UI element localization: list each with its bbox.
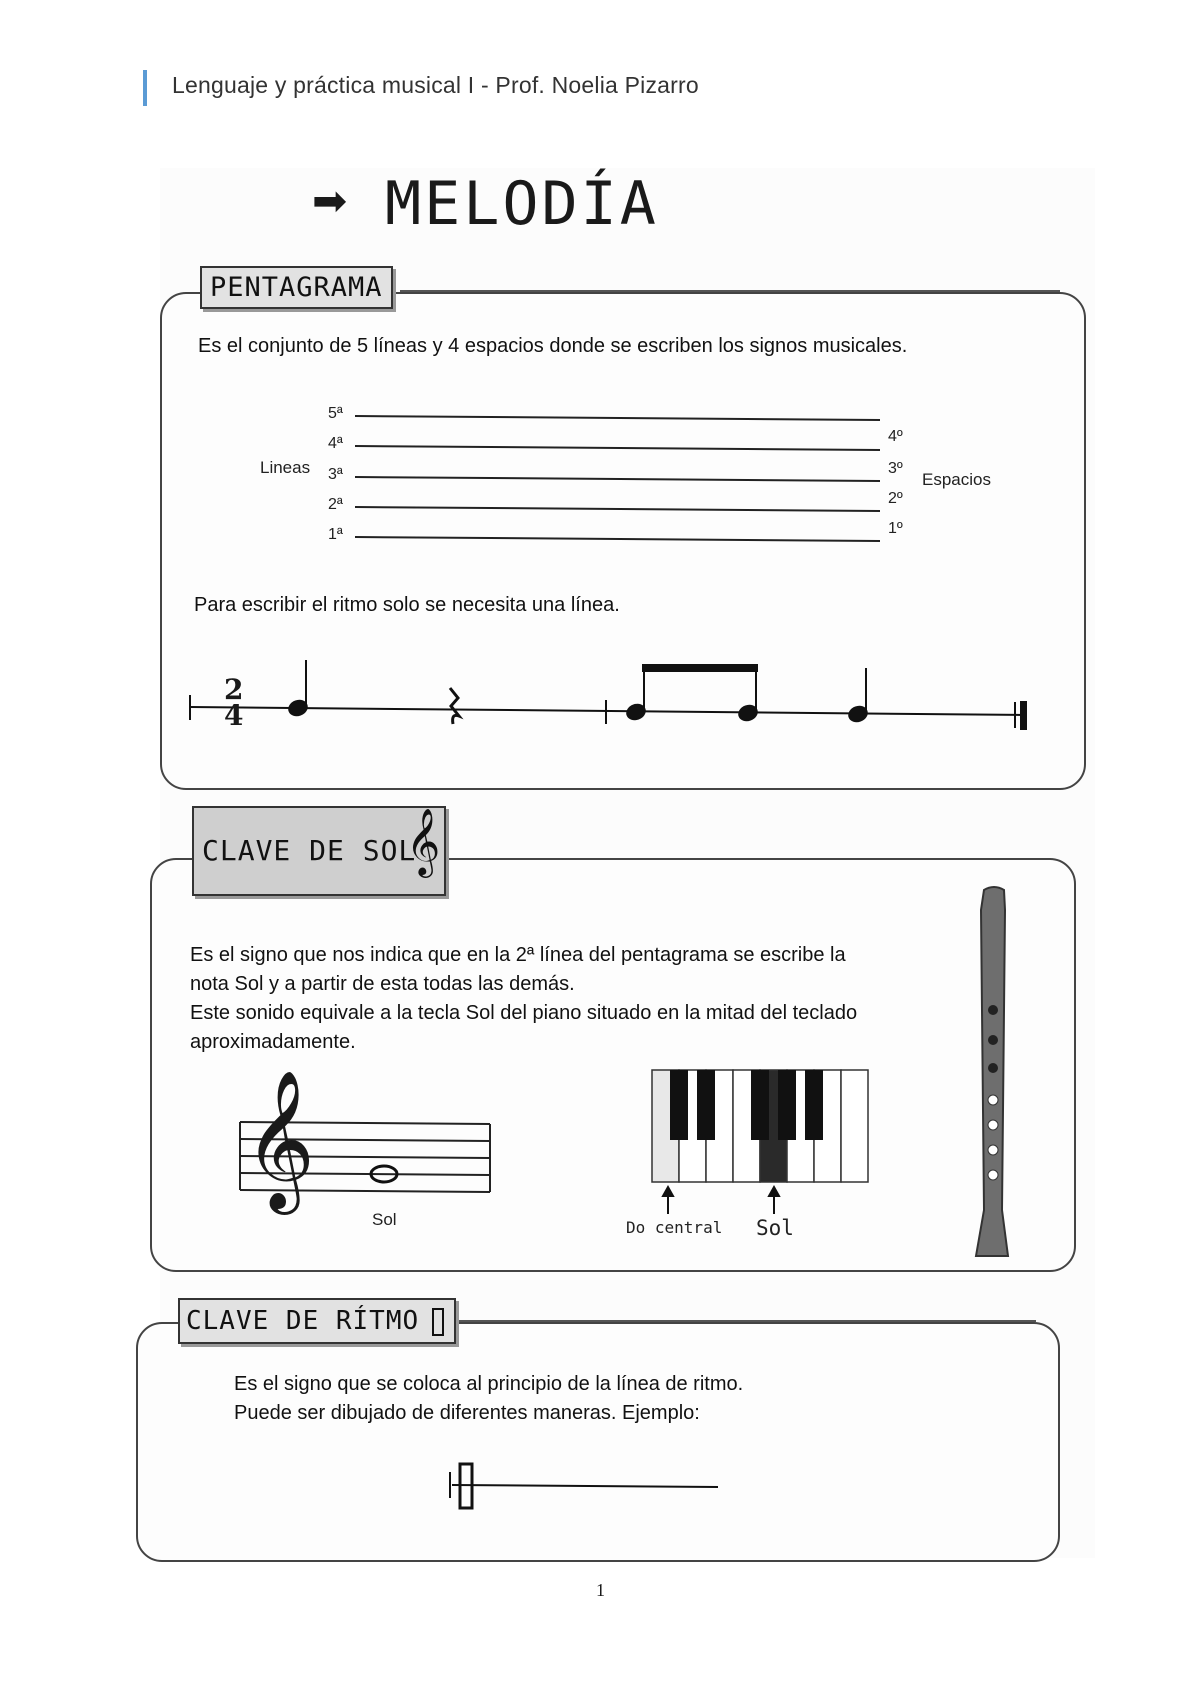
space-number-1: 1º <box>888 520 903 537</box>
space-number-2: 2º <box>888 490 903 507</box>
arrow-right-icon: ➡ <box>312 176 348 225</box>
sol-note-label: Sol <box>372 1210 397 1229</box>
lines-label: Lineas <box>260 458 311 477</box>
space-number-3: 3º <box>888 460 903 477</box>
page-title: MELODÍA <box>385 169 659 239</box>
time-signature-bottom: 4 <box>224 699 244 732</box>
page-number: 1 <box>596 1580 605 1600</box>
line-number-4: 4ª <box>328 435 343 452</box>
rhythm-line-text: Para escribir el ritmo solo se necesita una línea. <box>194 594 620 616</box>
clave-ritmo-paragraph-2: Puede ser dibujado de diferentes maneras. Ejemplo: <box>234 1402 700 1424</box>
clave-ritmo-heading-text: CLAVE DE RÍTMO <box>186 1306 420 1336</box>
time-signature-top: 2 <box>224 673 244 706</box>
clave-ritmo-paragraph-1: Es el signo que se coloca al principio de la línea de ritmo. <box>234 1373 744 1395</box>
treble-clef-icon: 𝄞 <box>244 1070 315 1209</box>
line-number-5: 5ª <box>328 405 343 422</box>
document-header: Lenguaje y práctica musical I - Prof. Noelia Pizarro <box>172 72 699 98</box>
pentagrama-heading: PENTAGRAMA <box>200 266 393 309</box>
spaces-label: Espacios <box>922 470 991 489</box>
line-number-1: 1ª <box>328 526 343 543</box>
do-central-label: Do central <box>626 1218 723 1237</box>
line-number-2: 2ª <box>328 496 343 513</box>
pentagrama-description: Es el conjunto de 5 líneas y 4 espacios donde se escriben los signos musicales. <box>198 335 908 357</box>
treble-clef-icon: 𝄞 <box>406 807 442 875</box>
line-number-3: 3ª <box>328 466 343 483</box>
sol-key-label: Sol <box>756 1216 794 1240</box>
space-number-4: 4º <box>888 428 903 445</box>
clave-sol-paragraph-1: Es el signo que nos indica que en la 2ª línea del pentagrama se escribe la nota Sol y a partir de esta todas las demás. <box>190 944 846 995</box>
clave-sol-paragraph-2: Este sonido equivale a la tecla Sol del piano situado en la mitad del teclado aproximadamente. <box>190 1002 858 1053</box>
clave-sol-heading-text: CLAVE DE SOL <box>202 834 417 867</box>
